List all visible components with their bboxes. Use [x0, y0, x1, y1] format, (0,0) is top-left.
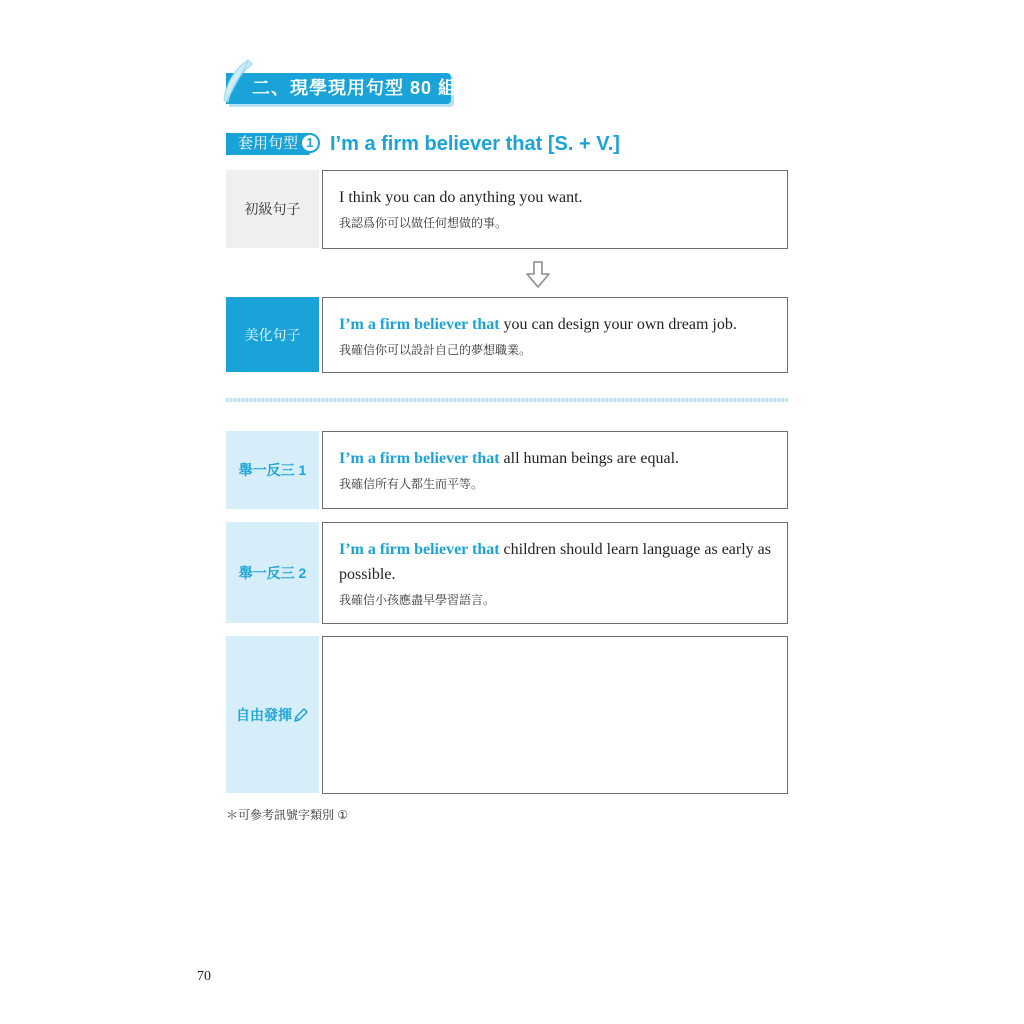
example-2-box	[322, 522, 788, 624]
example-1-box	[322, 431, 788, 509]
improved-rest: you can design your own dream job.	[499, 316, 737, 333]
label-example-2: 舉一反三 2	[226, 522, 319, 623]
free-practice-label: 自由發揮	[236, 706, 292, 723]
section-divider	[226, 398, 788, 402]
pattern-tab-label: 套用句型	[226, 133, 310, 155]
improved-sentence-en	[339, 312, 771, 337]
example-1-highlight: I’m a firm believer that	[339, 450, 500, 467]
improved-highlight: I’m a firm believer that	[339, 316, 500, 333]
example-2-highlight: I’m a firm believer that	[339, 541, 500, 558]
example-1-en	[339, 446, 771, 471]
basic-sentence-zh: 我認爲你可以做任何想做的事。	[339, 216, 508, 230]
basic-sentence-box	[322, 170, 788, 249]
label-free-practice	[226, 636, 319, 793]
page-number: 70	[197, 969, 211, 984]
basic-sentence-en: I think you can do anything you want.	[339, 189, 583, 206]
section-title: 二、現學現用句型 80 組	[252, 78, 458, 98]
improved-sentence-zh: 我確信你可以設計自己的夢想職業。	[339, 343, 532, 357]
pattern-number-badge: 1	[300, 133, 320, 153]
reference-note: ＊可參考訊號字類別 ①	[226, 808, 349, 822]
label-basic-sentence: 初級句子	[226, 170, 319, 248]
example-1-zh: 我確信所有人都生而平等。	[339, 477, 484, 491]
pencil-icon	[293, 707, 309, 723]
example-2-rest: children should learn language as early as possible.	[339, 541, 771, 583]
down-arrow-icon	[524, 260, 552, 290]
example-1-rest: all human beings are equal.	[499, 450, 680, 467]
example-2-en	[339, 537, 771, 587]
free-practice-writing-area[interactable]	[322, 636, 788, 794]
pattern-title: I’m a firm believer that [S. + V.]	[330, 133, 620, 155]
label-improved-sentence: 美化句子	[226, 297, 319, 372]
improved-sentence-box	[322, 297, 788, 373]
label-example-1: 舉一反三 1	[226, 431, 319, 509]
example-2-zh: 我確信小孩應盡早學習語言。	[339, 593, 496, 607]
